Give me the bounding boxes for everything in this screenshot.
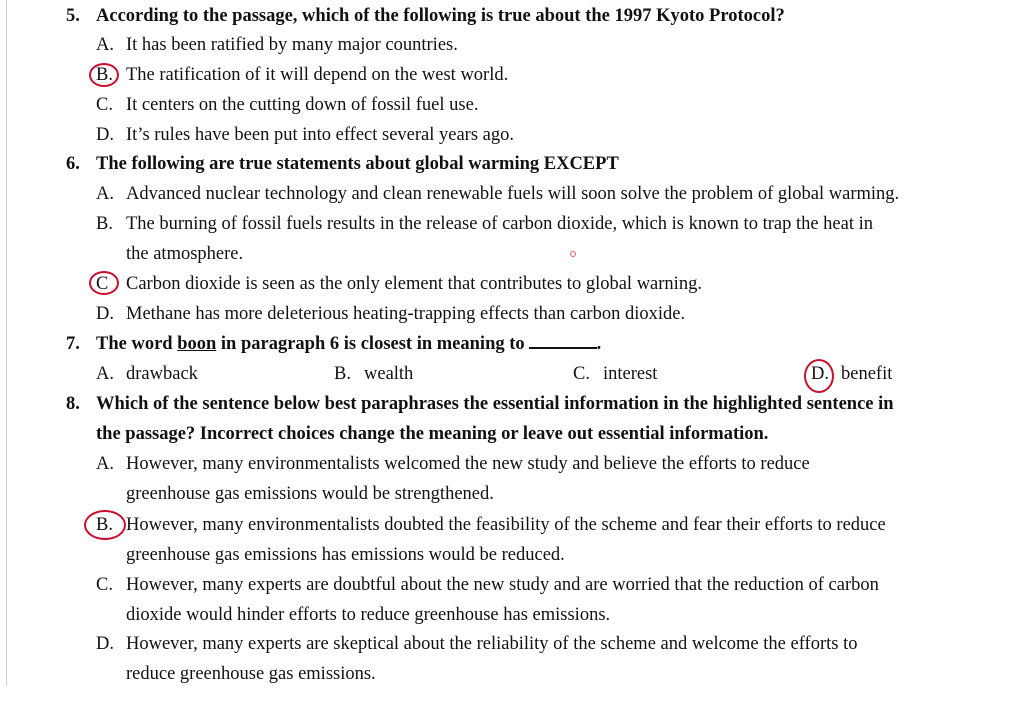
- q5-option-a[interactable]: [96, 34, 458, 56]
- q8-option-c-continued: dioxide would hinder efforts to reduce greenhouse has emissions.: [126, 605, 611, 625]
- answer-blank: [529, 333, 597, 349]
- option-letter: B.: [96, 515, 113, 535]
- q6-option-a[interactable]: [96, 183, 899, 205]
- q8-option-a-continued: greenhouse gas emissions would be strengthened.: [126, 484, 494, 504]
- question-keyword: boon: [177, 334, 217, 354]
- option-text: Carbon dioxide is seen as the only element that contributes to global warning.: [126, 274, 702, 294]
- option-text: However, many experts are doubtful about the new study and are worried that the reduction of carbon: [126, 575, 879, 595]
- option-letter: C.: [573, 364, 590, 384]
- page-edge-line: [6, 0, 7, 686]
- q6-option-d[interactable]: [96, 303, 685, 325]
- q6-option-b[interactable]: [96, 213, 873, 235]
- option-letter: A.: [96, 364, 114, 384]
- option-text: interest: [603, 364, 658, 384]
- option-letter: C: [96, 274, 109, 294]
- question-stem-start: The word: [96, 334, 173, 354]
- question-number: 8.: [66, 394, 80, 414]
- answer-circle-mark: [804, 359, 834, 393]
- q8-option-b[interactable]: [96, 514, 886, 536]
- question-number: 7.: [66, 334, 80, 354]
- stray-dot: [570, 251, 576, 257]
- option-letter: D.: [96, 634, 114, 654]
- option-letter: D.: [811, 364, 829, 384]
- question-stem: The following are true statements about global warming EXCEPT: [96, 154, 619, 174]
- option-text: drawback: [126, 364, 198, 384]
- q5-option-d[interactable]: [96, 124, 514, 146]
- question-8-stem-continued: the passage? Incorrect choices change the meaning or leave out essential information.: [96, 424, 769, 444]
- option-text: It has been ratified by many major countries.: [126, 35, 458, 55]
- option-text: However, many environmentalists doubted the feasibility of the scheme and fear their efforts to reduce: [126, 515, 886, 535]
- q8-option-c[interactable]: [96, 574, 879, 596]
- q7-option-b[interactable]: [334, 363, 413, 385]
- answer-circle-mark: [89, 271, 119, 295]
- q8-option-d-continued: reduce greenhouse gas emissions.: [126, 664, 376, 684]
- option-letter: A.: [96, 35, 114, 55]
- option-letter: C.: [96, 575, 113, 595]
- option-text: benefit: [841, 364, 893, 384]
- question-5: [66, 5, 785, 27]
- q8-option-d[interactable]: [96, 633, 857, 655]
- option-text: However, many environmentalists welcomed the new study and believe the efforts to reduce: [126, 454, 810, 474]
- q6-option-b-continued: the atmosphere.: [126, 244, 244, 264]
- answer-circle-mark: [84, 510, 126, 540]
- q8-option-b-continued: greenhouse gas emissions has emissions would be reduced.: [126, 545, 565, 565]
- question-stem-end: in paragraph 6 is closest in meaning to: [220, 334, 525, 354]
- question-number: 5.: [66, 6, 80, 26]
- option-letter: B.: [334, 364, 351, 384]
- option-letter: C.: [96, 95, 113, 115]
- option-letter: A.: [96, 184, 114, 204]
- q5-option-c[interactable]: [96, 94, 478, 116]
- option-text: The ratification of it will depend on the west world.: [126, 65, 509, 85]
- question-6: [66, 153, 619, 175]
- option-letter: A.: [96, 454, 114, 474]
- option-text: Advanced nuclear technology and clean renewable fuels will soon solve the problem of global warming.: [126, 184, 900, 204]
- option-letter: D.: [96, 125, 114, 145]
- q5-option-b[interactable]: [96, 64, 508, 86]
- option-text: Methane has more deleterious heating-trapping effects than carbon dioxide.: [126, 304, 686, 324]
- q8-option-a[interactable]: [96, 453, 810, 475]
- question-number: 6.: [66, 154, 80, 174]
- answer-circle-mark: [89, 63, 119, 87]
- option-text: It’s rules have been put into effect several years ago.: [126, 125, 515, 145]
- question-stem-period: .: [596, 334, 602, 354]
- question-8: [66, 393, 894, 415]
- q7-option-c[interactable]: [573, 363, 657, 385]
- q7-option-a[interactable]: [96, 363, 198, 385]
- question-stem: Which of the sentence below best paraphrases the essential information in the highlighted sentence in: [96, 394, 894, 414]
- option-text: However, many experts are skeptical about the reliability of the scheme and welcome the efforts to: [126, 634, 858, 654]
- option-letter: D.: [96, 304, 114, 324]
- option-text: It centers on the cutting down of fossil fuel use.: [126, 95, 479, 115]
- q6-option-c[interactable]: [96, 273, 702, 295]
- option-letter: B.: [96, 65, 113, 85]
- option-letter: B.: [96, 214, 113, 234]
- option-text: The burning of fossil fuels results in the release of carbon dioxide, which is known to trap the heat in: [126, 214, 874, 234]
- question-7: [66, 333, 601, 355]
- question-stem: According to the passage, which of the following is true about the 1997 Kyoto Protocol?: [96, 6, 785, 26]
- option-text: wealth: [364, 364, 414, 384]
